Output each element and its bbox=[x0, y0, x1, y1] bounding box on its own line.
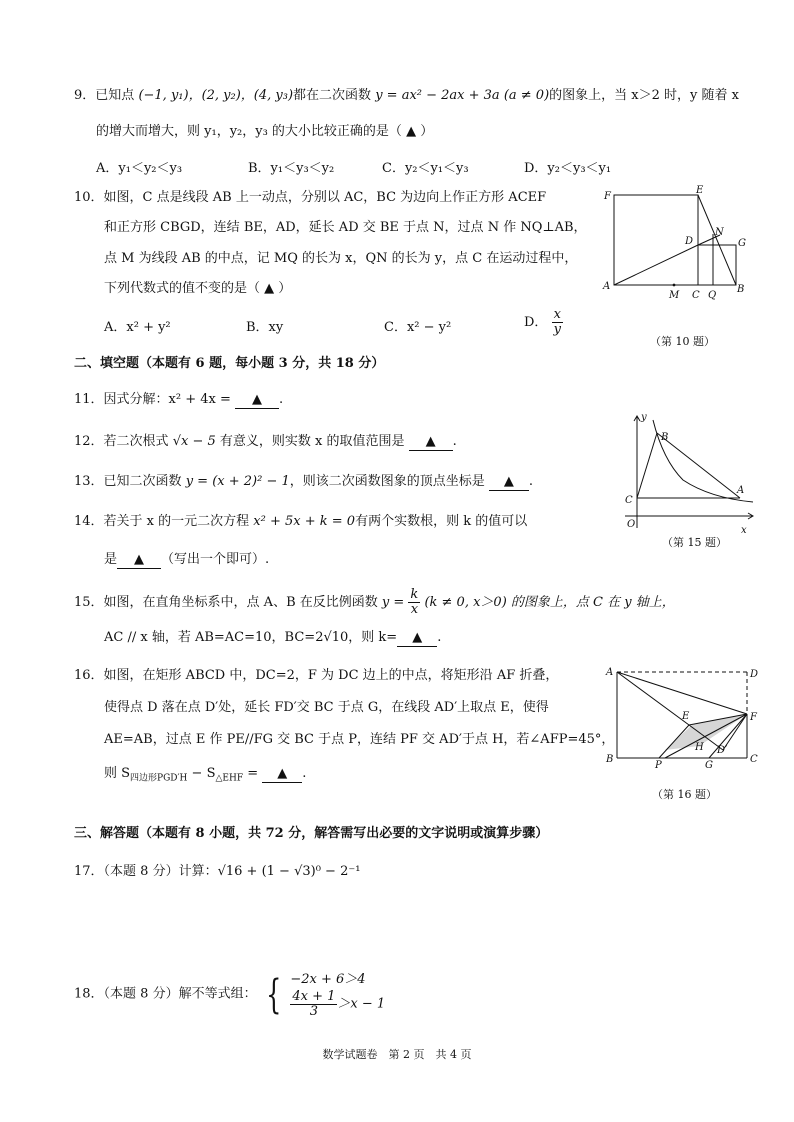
q16-line2: 使得点 D 落在点 D′处，延长 FD′交 BC 于点 G，在线段 AD′上取点 E，使得 bbox=[104, 700, 549, 715]
q18-inequality-2: $\frac{4x + 1}{3}$ ＞x − 1 bbox=[292, 989, 386, 1019]
q9-line2: 的增大而增大，则 y₁，y₂，y₃ 的大小比较正确的是（ ▲ ） bbox=[96, 124, 434, 139]
q16-line3: AE=AB，过点 E 作 PE//FG 交 BC 于点 P，连结 PF 交 AD′于点 H，若∠AFP=45°， bbox=[104, 732, 615, 747]
q10-label-n: N bbox=[715, 227, 724, 238]
q16-label-d: D bbox=[750, 669, 759, 680]
page-footer: 数学试题卷 第 2 页 共 4 页 bbox=[322, 1048, 472, 1061]
q10-label-e: E bbox=[696, 185, 704, 196]
q10-label-q: Q bbox=[708, 290, 717, 301]
q16-label-d-prime: D′ bbox=[717, 745, 728, 756]
q16-label-b: B bbox=[606, 754, 614, 765]
q16-label-f: F bbox=[750, 712, 757, 723]
q14-line1: 14．若关于 x 的一元二次方程 x² + 5x + k = 0有两个实数根，则 k 的值可以 bbox=[74, 514, 528, 529]
q17: 17．（本题 8 分）计算：√16 + (1 − √3)⁰ − 2⁻¹ bbox=[74, 864, 361, 879]
q15-label-y: y bbox=[641, 412, 647, 423]
q10-option-c: C．x² − y² bbox=[384, 320, 452, 335]
q9-option-d: D．y₂＜y₃＜y₁ bbox=[524, 161, 612, 176]
q16-label-e: E bbox=[682, 711, 690, 722]
q15-label-a: A bbox=[737, 485, 745, 496]
q10-option-d: D． $\frac{x}{y}$ bbox=[524, 307, 561, 337]
q18-inequality-1: −2x + 6＞4 bbox=[290, 972, 366, 987]
q15-figure bbox=[615, 410, 765, 535]
q14-blank: ▲ bbox=[117, 552, 161, 569]
q15-label-o: O bbox=[627, 519, 636, 530]
q11-blank: ▲ bbox=[235, 392, 279, 409]
q10-option-a: A．x² + y² bbox=[104, 320, 171, 335]
section-2-heading: 二、填空题（本题有 6 题，每小题 3 分，共 18 分） bbox=[74, 356, 385, 371]
q10-label-m: M bbox=[669, 290, 680, 301]
q13: 13．已知二次函数 y = (x + 2)² − 1，则该二次函数图象的顶点坐标是 ▲ . bbox=[74, 474, 534, 489]
q15-blank: ▲ bbox=[397, 630, 437, 647]
q10-line4: 下列代数式的值不变的是（ ▲ ） bbox=[104, 281, 292, 296]
q10-option-b: B．xy bbox=[246, 320, 284, 335]
q16-label-a: A bbox=[606, 667, 614, 678]
q10-label-c: C bbox=[692, 290, 700, 301]
q10-line2: 和正方形 CBGD，连结 BE，AD，延长 AD 交 BE 于点 N，过点 N 作 NQ⊥AB， bbox=[104, 220, 587, 235]
q16-line4: 则 $S_{四边形PGD'H} - S_{\triangle EHF}$ = ▲ . bbox=[104, 766, 307, 784]
q9-option-c: C．y₂＜y₁＜y₃ bbox=[382, 161, 469, 176]
section-3-heading: 三、解答题（本题有 8 小题，共 72 分，解答需写出必要的文字说明或演算步骤） bbox=[74, 826, 549, 841]
q16-caption: （第 16 题） bbox=[652, 788, 717, 801]
q15-line2: AC // x 轴，若 AB=AC=10，BC=2√10，则 k= ▲ . bbox=[104, 630, 442, 645]
q16-label-g: G bbox=[705, 760, 713, 771]
q15-caption: （第 15 题） bbox=[662, 536, 727, 549]
q10-caption: （第 10 题） bbox=[650, 335, 715, 348]
q10-label-a: A bbox=[603, 281, 611, 292]
q9-option-a: A．y₁＜y₂＜y₃ bbox=[96, 161, 183, 176]
q9-option-b: B．y₁＜y₃＜y₂ bbox=[248, 161, 335, 176]
q10-label-b: B bbox=[737, 284, 745, 295]
q10-figure bbox=[600, 185, 760, 305]
q11: 11．因式分解：x² + 4x = ▲ . bbox=[74, 392, 284, 407]
q16-label-p: P bbox=[655, 760, 662, 771]
q15-label-b: B bbox=[661, 432, 669, 443]
q16-label-c: C bbox=[750, 754, 758, 765]
q15-label-x: x bbox=[741, 525, 747, 535]
q12: 12．若二次根式 √x − 5 有意义，则实数 x 的取值范围是 ▲ . bbox=[74, 434, 457, 449]
q10-line3: 点 M 为线段 AB 的中点，记 MQ 的长为 x，QN 的长为 y，点 C 在运动过程中， bbox=[104, 251, 578, 266]
q16-figure bbox=[603, 662, 763, 774]
q10-label-f: F bbox=[604, 191, 611, 202]
q16-line1: 16．如图，在矩形 ABCD 中，DC=2，F 为 DC 边上的中点，将矩形沿 AF 折叠， bbox=[74, 668, 559, 683]
q10-line1: 10．如图，C 点是线段 AB 上一动点，分别以 AC，BC 为边向上作正方形 ACEF bbox=[74, 190, 547, 205]
q14-line2: 是 ▲ （写出一个即可）. bbox=[104, 552, 270, 567]
q13-blank: ▲ bbox=[489, 474, 529, 491]
q10-label-g: G bbox=[738, 238, 746, 249]
q15-label-c: C bbox=[625, 495, 633, 506]
q12-blank: ▲ bbox=[409, 434, 453, 451]
q15-line1: 15．如图，在直角坐标系中，点 A、B 在反比例函数 y = $\frac{k}{x}$ (k ≠ 0, x＞0) 的图象上，点 C 在 y 轴上， bbox=[74, 587, 675, 617]
q16-label-h: H bbox=[695, 742, 704, 753]
q9-line1: 9．已知点 (−1, y₁)，(2, y₂)，(4, y₃)都在二次函数 y = ax² − 2ax + 3a (a ≠ 0)的图象上，当 x＞2 时，y 随着 x bbox=[74, 88, 739, 103]
q10-label-d: D bbox=[685, 236, 694, 247]
q16-blank: ▲ bbox=[262, 766, 302, 783]
q18: 18．（本题 8 分）解不等式组： { −2x + 6＞4 $\frac{4x + 1}{3}$ ＞x − 1 bbox=[74, 971, 386, 1019]
